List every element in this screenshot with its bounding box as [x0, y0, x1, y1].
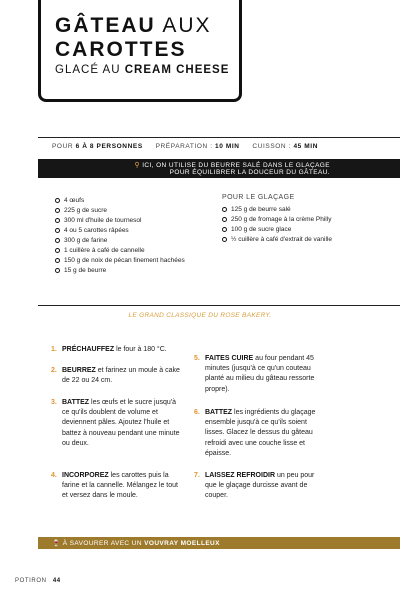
ingredient-item: 1 cuillère à café de cannelle — [55, 246, 185, 256]
recipe-meta — [52, 143, 318, 150]
pairing-prefix: À SAVOURER AVEC UN — [62, 539, 142, 547]
bullet-icon — [55, 268, 60, 273]
glaze-item: ½ cuillère à café d'extrait de vanille — [222, 235, 332, 245]
cook-label: CUISSON : — [252, 143, 292, 150]
pairing-wine: VOUVRAY MOELLEUX — [144, 539, 220, 547]
title-block — [38, 0, 242, 102]
ingredient-item: 300 ml d'huile de tournesol — [55, 216, 185, 226]
title-word-aux: AUX — [162, 14, 212, 37]
step-number: 2. — [51, 367, 57, 374]
step-number: 1. — [51, 346, 57, 353]
glaze-item: 100 g de sucre glace — [222, 225, 332, 235]
step-6: 6. BATTEZ les ingrédients du glaçage ensemble jusqu'à ce qu'ils soient lisses. Glacez le dessus du gâteau refroidi avec une couche lisse et épaisse. — [194, 409, 316, 457]
title-word-carottes: CAROTTES — [55, 38, 187, 61]
section-name: POTIRON — [15, 578, 47, 584]
bullet-icon — [55, 238, 60, 243]
prep-label: PRÉPARATION : — [155, 143, 213, 150]
page-number: 44 — [52, 578, 61, 584]
bullet-icon — [55, 228, 60, 233]
ingredient-item: 225 g de sucre — [55, 206, 185, 216]
step-7: 7. LAISSEZ REFROIDIR un peu pour que le glaçage durcisse avant de couper. — [194, 472, 315, 500]
step-2: 2. BEURREZ et farinez un moule à cake de 22 ou 24 cm. — [51, 367, 180, 385]
cook-value: 45 MIN — [293, 143, 319, 150]
bullet-icon — [55, 208, 60, 213]
ingredients-list — [55, 196, 185, 276]
prep-value: 10 MIN — [215, 143, 240, 150]
bullet-icon — [55, 198, 60, 203]
step-number: 6. — [194, 409, 200, 416]
step-number: 7. — [194, 472, 200, 479]
ingredient-item: 15 g de beurre — [55, 266, 185, 276]
ingredient-item: 300 g de farine — [55, 236, 185, 246]
map-pin-icon: ⚲ — [134, 162, 140, 169]
step-1: 1. PRÉCHAUFFEZ le four à 180 °C. — [62, 345, 200, 355]
ingredient-item: 150 g de noix de pécan finement hachées — [55, 256, 185, 266]
bullet-icon — [55, 218, 60, 223]
tagline: LE GRAND CLASSIQUE DU ROSE BAKERY. — [128, 312, 272, 319]
tip-line-2: POUR ÉQUILIBRER LA DOUCEUR DU GÂTEAU. — [169, 169, 330, 176]
wine-glass-icon: 🍷 — [52, 539, 61, 547]
subtitle — [55, 64, 233, 76]
ingredient-item: 4 œufs — [55, 196, 185, 206]
servings-value: 6 À 8 PERSONNES — [75, 143, 143, 150]
divider-top — [38, 137, 400, 138]
tip-line-1: ICI, ON UTILISE DU BEURRE SALÉ DANS LE GLAÇAGE — [142, 162, 330, 169]
step-number: 3. — [51, 399, 57, 406]
step-5: 5. FAITES CUIRE au four pendant 45 minutes (jusqu'à ce qu'un couteau planté au milieu du gâteau ressorte propre). — [194, 355, 315, 393]
glaze-item: 125 g de beurre salé — [222, 205, 332, 215]
servings-label: POUR — [52, 143, 74, 150]
title-line-2 — [55, 38, 233, 62]
subtitle-light: GLACÉ AU — [55, 64, 121, 76]
step-number: 5. — [194, 355, 200, 362]
ingredient-item: 4 ou 5 carottes râpées — [55, 226, 185, 236]
glaze-ingredients — [222, 194, 332, 245]
bullet-icon — [222, 207, 227, 212]
step-3: 3. BATTEZ les œufs et le sucre jusqu'à ce qu'ils doublent de volume et deviennent pâles. Ajoutez l'huile et battez à nouveau pendant une minute ou deux. — [51, 399, 180, 447]
tip-banner — [38, 159, 400, 178]
pairing-bar — [38, 537, 400, 549]
subtitle-bold: CREAM CHEESE — [124, 64, 230, 76]
bullet-icon — [55, 258, 60, 263]
bullet-icon — [222, 217, 227, 222]
page-folio — [15, 578, 61, 584]
bullet-icon — [55, 248, 60, 253]
step-4: 4. INCORPOREZ les carottes puis la farine et la cannelle. Mélangez le tout et versez dans le moule. — [51, 472, 178, 500]
divider-middle — [38, 305, 400, 306]
bullet-icon — [222, 227, 227, 232]
bullet-icon — [222, 237, 227, 242]
title-line-1 — [55, 14, 233, 38]
glaze-item: 250 g de fromage à la crème Philly — [222, 215, 332, 225]
title-word-gateau: GÂTEAU — [55, 14, 156, 37]
glaze-title: POUR LE GLAÇAGE — [222, 194, 295, 201]
step-number: 4. — [51, 472, 57, 479]
